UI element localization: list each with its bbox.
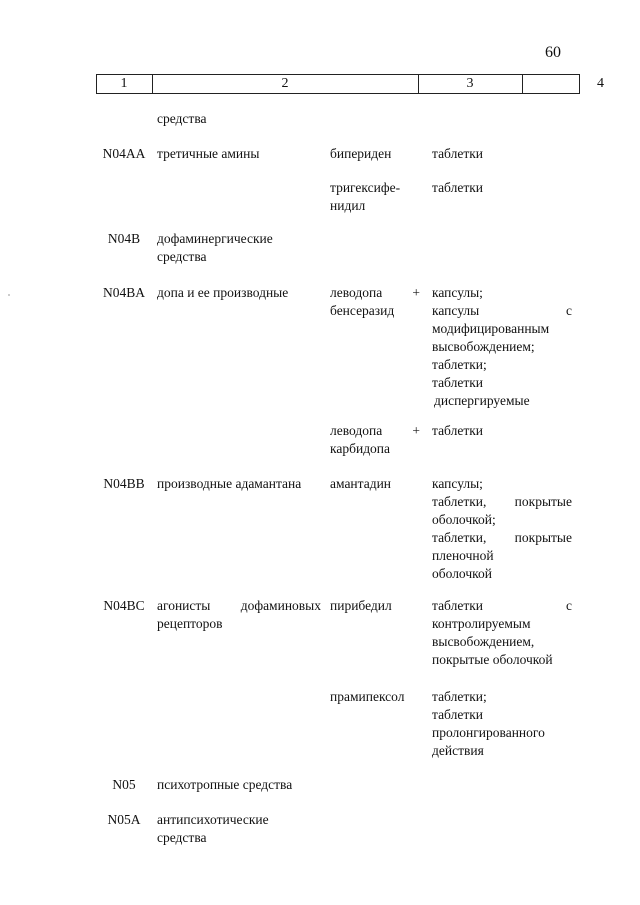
drug-name: пирибедил xyxy=(330,598,392,613)
atc-code: N04BA xyxy=(102,285,145,300)
drug-name: прамипексол xyxy=(330,689,405,704)
group-name: производные адамантана xyxy=(157,476,302,491)
atc-code: N04BB xyxy=(103,476,145,491)
dosage-form: капсулы; таблетки, покрытые оболочкой; таблетки, покрытые пленочной оболочкой xyxy=(432,476,572,581)
atc-code: N04BC xyxy=(103,598,145,613)
dosage-form: таблетки с контролируемым высвобождением, покрытые оболочкой xyxy=(432,598,572,667)
group-name: дофаминергические средства xyxy=(157,231,273,264)
atc-code: N05A xyxy=(107,812,141,827)
header-col-2: 2 xyxy=(281,76,289,91)
group-name: антипсихотические средства xyxy=(157,812,269,845)
drug-name: леводопа + бенсеразид xyxy=(330,285,420,318)
atc-code: N04AA xyxy=(102,146,146,161)
drug-name: тригексифе- нидил xyxy=(330,180,401,213)
atc-code: N05 xyxy=(112,777,136,792)
dosage-form: капсулы; капсулы с модифицированным высвобождением; таблетки; таблетки диспергируемые xyxy=(432,285,572,408)
atc-code: N04B xyxy=(107,231,141,246)
header-col-3: 3 xyxy=(466,76,474,91)
drug-name: бипериден xyxy=(330,146,392,161)
dosage-form: таблетки xyxy=(432,423,484,438)
group-name: допа и ее производные xyxy=(157,285,289,300)
group-name: психотропные средства xyxy=(157,777,293,792)
drug-name: амантадин xyxy=(330,476,392,491)
group-name: агонисты дофаминовых рецепторов xyxy=(157,598,321,631)
group-name: средства xyxy=(157,111,207,126)
dosage-form: таблетки; таблетки пролонгированного действия xyxy=(432,689,545,758)
dosage-form: таблетки xyxy=(432,146,484,161)
header-col-1: 1 xyxy=(120,76,128,91)
header-col-4: 4 xyxy=(597,76,604,91)
scan-speck xyxy=(8,294,10,296)
group-name: третичные амины xyxy=(157,146,260,161)
dosage-form: таблетки xyxy=(432,180,484,195)
page-number: 60 xyxy=(545,44,561,61)
drug-name: леводопа + карбидопа xyxy=(330,423,420,456)
